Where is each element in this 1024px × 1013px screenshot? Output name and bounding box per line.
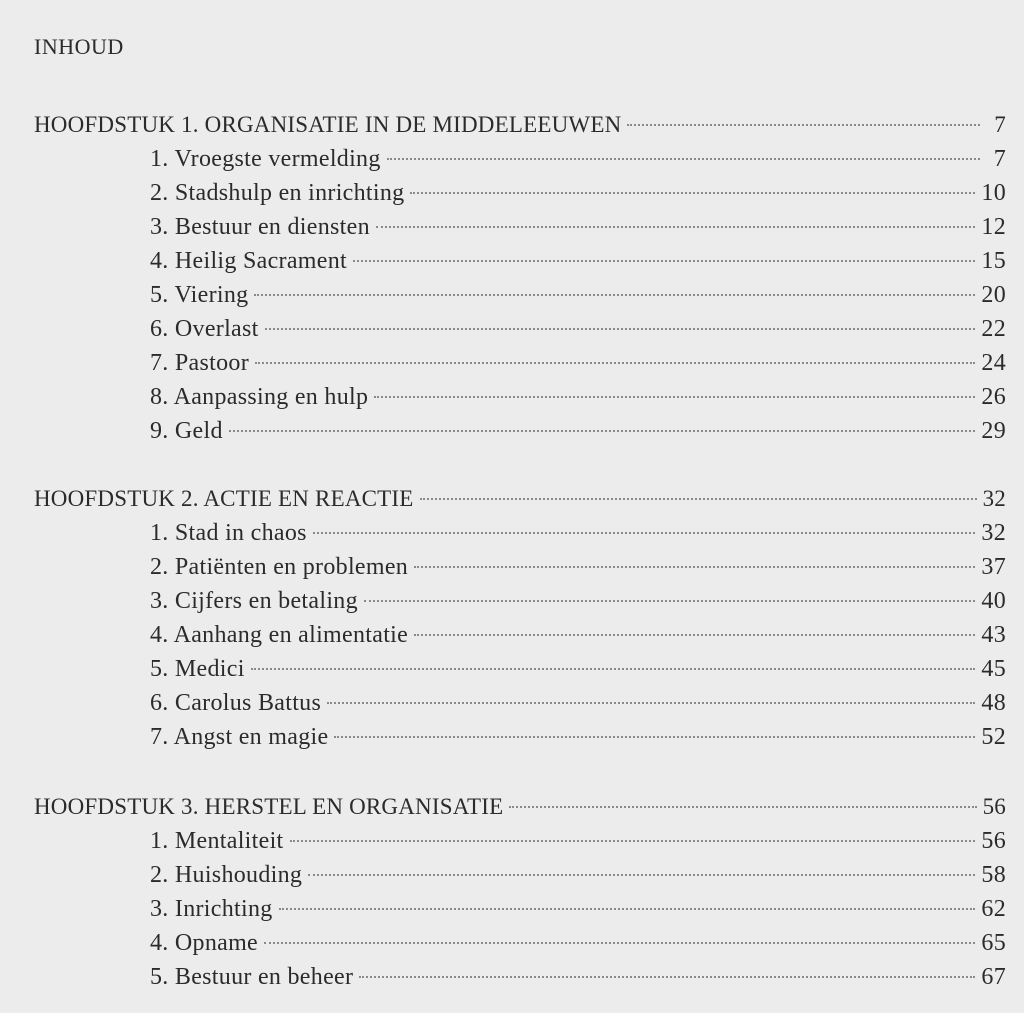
page-number: 22 [981, 316, 1006, 342]
page-number: 62 [981, 896, 1006, 922]
toc-entry[interactable] [150, 142, 1006, 176]
page-number: 43 [981, 622, 1006, 648]
page-number: 45 [981, 656, 1006, 682]
toc-entry[interactable] [150, 278, 1006, 312]
toc-chapter-2[interactable] [34, 482, 1006, 516]
section-title: 5. Medici [150, 656, 245, 682]
toc-entry[interactable] [150, 720, 1006, 754]
page-number: 7 [993, 146, 1006, 172]
section-title: 5. Viering [150, 282, 249, 308]
page-number: 58 [981, 862, 1006, 888]
chapter-title: HOOFDSTUK 1. ORGANISATIE IN DE MIDDELEEUWEN [34, 112, 622, 137]
page-number: 15 [981, 248, 1006, 274]
toc-chapter-3[interactable] [34, 790, 1006, 824]
section-title: 2. Huishouding [150, 862, 303, 888]
section-title: 7. Pastoor [150, 350, 249, 376]
dot-leader [290, 840, 976, 842]
page-title: INHOUD [34, 34, 124, 59]
dot-leader [364, 600, 976, 602]
section-title: 7. Angst en magie [150, 724, 329, 750]
dot-leader [353, 260, 975, 262]
dot-leader [414, 634, 975, 636]
toc-entry[interactable] [150, 824, 1006, 858]
toc-entry[interactable] [150, 550, 1006, 584]
section-title: 2. Patiënten en problemen [150, 554, 409, 580]
dot-leader [410, 192, 975, 194]
toc-entry[interactable] [150, 414, 1006, 448]
toc-entry[interactable] [150, 652, 1006, 686]
page-number: 24 [981, 350, 1006, 376]
section-title: 2. Stadshulp en inrichting [150, 180, 405, 206]
page-number: 32 [981, 520, 1006, 546]
dot-leader [627, 124, 980, 126]
dot-leader [509, 806, 976, 808]
page-number: 20 [981, 282, 1006, 308]
section-title: 4. Opname [150, 930, 259, 956]
toc-entry[interactable] [150, 892, 1006, 926]
dot-leader [420, 498, 977, 500]
page-number: 56 [982, 794, 1006, 819]
dot-leader [414, 566, 975, 568]
page-number: 29 [981, 418, 1006, 444]
toc-entry[interactable] [150, 618, 1006, 652]
page-number: 52 [981, 724, 1006, 750]
page-number: 65 [981, 930, 1006, 956]
page-number: 7 [994, 112, 1006, 137]
page-number: 40 [981, 588, 1006, 614]
toc-entry[interactable] [150, 516, 1006, 550]
dot-leader [334, 736, 975, 738]
section-title: 9. Geld [150, 418, 223, 444]
page-number: 37 [981, 554, 1006, 580]
toc-entry[interactable] [150, 380, 1006, 414]
section-title: 4. Heilig Sacrament [150, 248, 347, 274]
page-number: 67 [981, 964, 1006, 990]
section-title: 6. Overlast [150, 316, 259, 342]
page-number: 56 [981, 828, 1006, 854]
toc-entry[interactable] [150, 926, 1006, 960]
section-title: 3. Bestuur en diensten [150, 214, 370, 240]
section-title: 8. Aanpassing en hulp [150, 384, 369, 410]
toc-entry[interactable] [150, 686, 1006, 720]
toc-entry[interactable] [150, 346, 1006, 380]
toc-entry[interactable] [150, 244, 1006, 278]
dot-leader [376, 226, 975, 228]
toc-entry[interactable] [150, 960, 1006, 994]
toc-entry[interactable] [150, 858, 1006, 892]
page-number: 12 [981, 214, 1006, 240]
section-title: 4. Aanhang en alimentatie [150, 622, 409, 648]
dot-leader [254, 294, 975, 296]
dot-leader [251, 668, 976, 670]
section-title: 3. Cijfers en betaling [150, 588, 358, 614]
dot-leader [313, 532, 976, 534]
section-title: 3. Inrichting [150, 896, 273, 922]
chapter-title: HOOFDSTUK 3. HERSTEL EN ORGANISATIE [34, 794, 504, 819]
toc-entry[interactable] [150, 176, 1006, 210]
section-title: 1. Mentaliteit [150, 828, 284, 854]
section-title: 1. Stad in chaos [150, 520, 307, 546]
section-title: 1. Vroegste vermelding [150, 146, 381, 172]
page-number: 26 [981, 384, 1006, 410]
page-number: 10 [981, 180, 1006, 206]
toc-entry[interactable] [150, 584, 1006, 618]
chapter-title: HOOFDSTUK 2. ACTIE EN REACTIE [34, 486, 414, 511]
section-title: 5. Bestuur en beheer [150, 964, 354, 990]
toc-entry[interactable] [150, 210, 1006, 244]
dot-leader [308, 874, 975, 876]
toc-entry[interactable] [150, 312, 1006, 346]
dot-leader [279, 908, 976, 910]
dot-leader [374, 396, 975, 398]
dot-leader [264, 942, 975, 944]
dot-leader [327, 702, 975, 704]
page-number: 32 [982, 486, 1006, 511]
dot-leader [229, 430, 976, 432]
dot-leader [265, 328, 976, 330]
section-title: 6. Carolus Battus [150, 690, 322, 716]
toc-chapter-1[interactable] [34, 108, 1006, 142]
page-number: 48 [981, 690, 1006, 716]
dot-leader [387, 158, 980, 160]
dot-leader [359, 976, 975, 978]
dot-leader [255, 362, 975, 364]
